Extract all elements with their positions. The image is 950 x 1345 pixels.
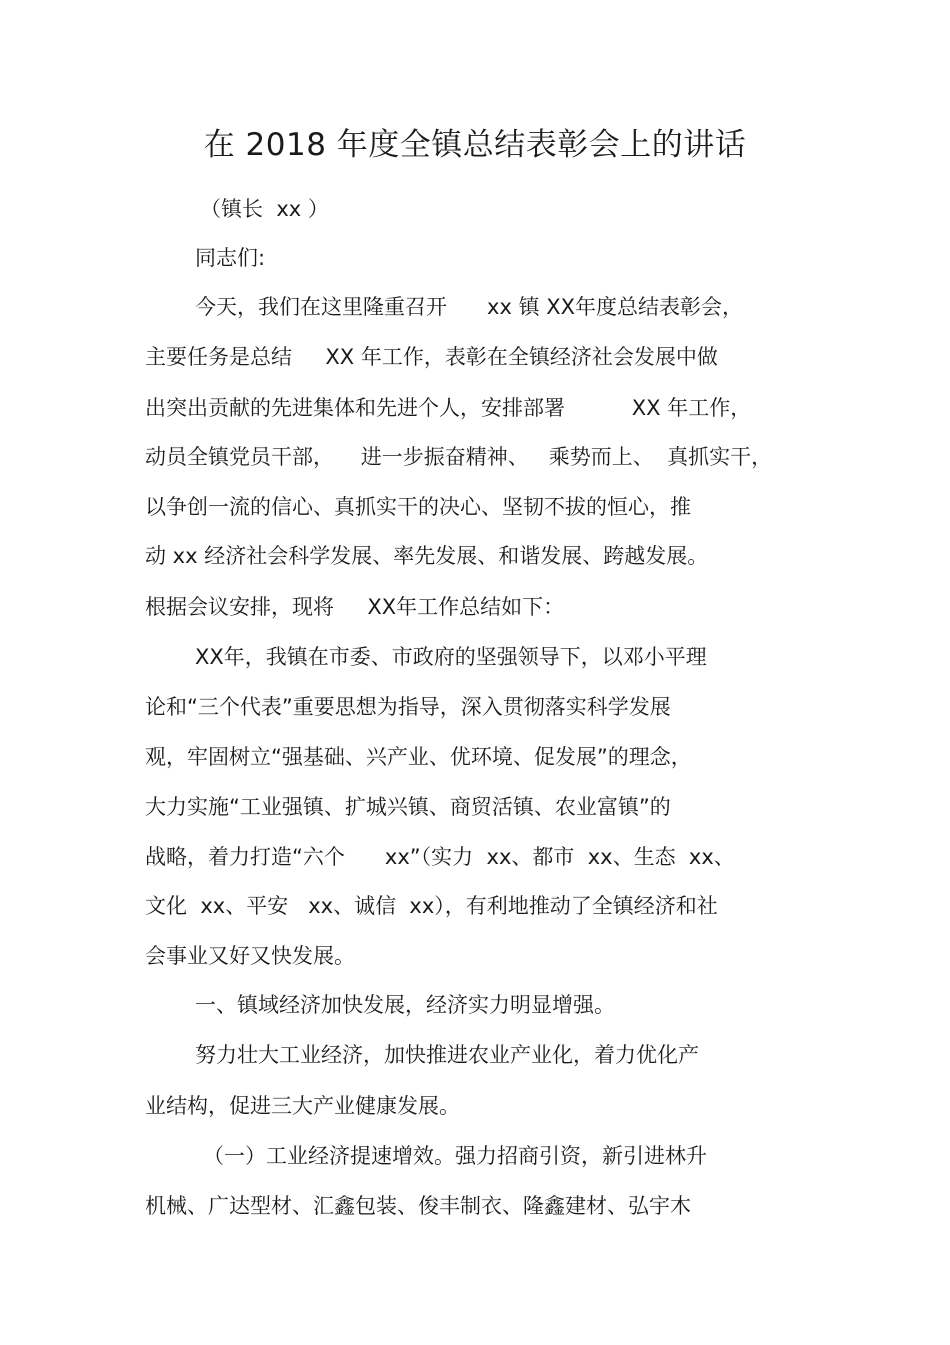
salutation: 同志们: [195,246,266,270]
paragraph-line: （一）工业经济提速增效。强力招商引资，新引进林升 [203,1144,707,1168]
paragraph-line: 战略，着力打造“六个 xx”（实力 xx、都市 xx、生态 xx、 [145,845,735,869]
paragraph-line: 机械、广达型材、汇鑫包装、俊丰制衣、隆鑫建材、弘宇木 [145,1194,691,1218]
paragraph-line: 观，牢固树立“强基础、兴产业、优环境、促发展”的理念， [145,745,692,769]
paragraph-line: 努力壮大工业经济，加快推进农业产业化，着力优化产 [195,1043,699,1067]
paragraph-line: 论和“三个代表”重要思想为指导，深入贯彻落实科学发展 [145,695,671,719]
speaker-attribution: （镇长 xx ） [200,197,329,221]
document-title: 在 2018 年度全镇总结表彰会上的讲话 [203,127,747,163]
paragraph-line: 会事业又好又快发展。 [145,944,355,968]
section-heading: 一、镇域经济加快发展，经济实力明显增强。 [195,993,615,1017]
paragraph-line: 大力实施“工业强镇、扩城兴镇、商贸活镇、农业富镇”的 [145,795,671,819]
paragraph-line: XX年，我镇在市委、市政府的坚强领导下，以邓小平理 [195,645,707,669]
paragraph-line: 文化 xx、平安 xx、诚信 xx），有利地推动了全镇经济和社 [145,894,718,918]
paragraph-line: 动 xx 经济社会科学发展、率先发展、和谐发展、跨越发展。 [145,544,709,568]
paragraph-line: 业结构，促进三大产业健康发展。 [145,1094,460,1118]
paragraph-line: 以争创一流的信心、真抓实干的决心、坚韧不拔的恒心，推 [145,495,691,519]
paragraph-line: 根据会议安排，现将 XX年工作总结如下： [145,595,565,619]
paragraph-line: 动员全镇党员干部， 进一步振奋精神、 乘势而上、 真抓实干， [145,445,773,469]
paragraph-line: 今天，我们在这里隆重召开 xx 镇 XX年度总结表彰会， [195,295,744,319]
paragraph-line: 主要任务是总结 XX 年工作，表彰在全镇经济社会发展中做 [145,345,718,369]
paragraph-line: 出突出贡献的先进集体和先进个人，安排部署 XX 年工作， [145,396,752,420]
